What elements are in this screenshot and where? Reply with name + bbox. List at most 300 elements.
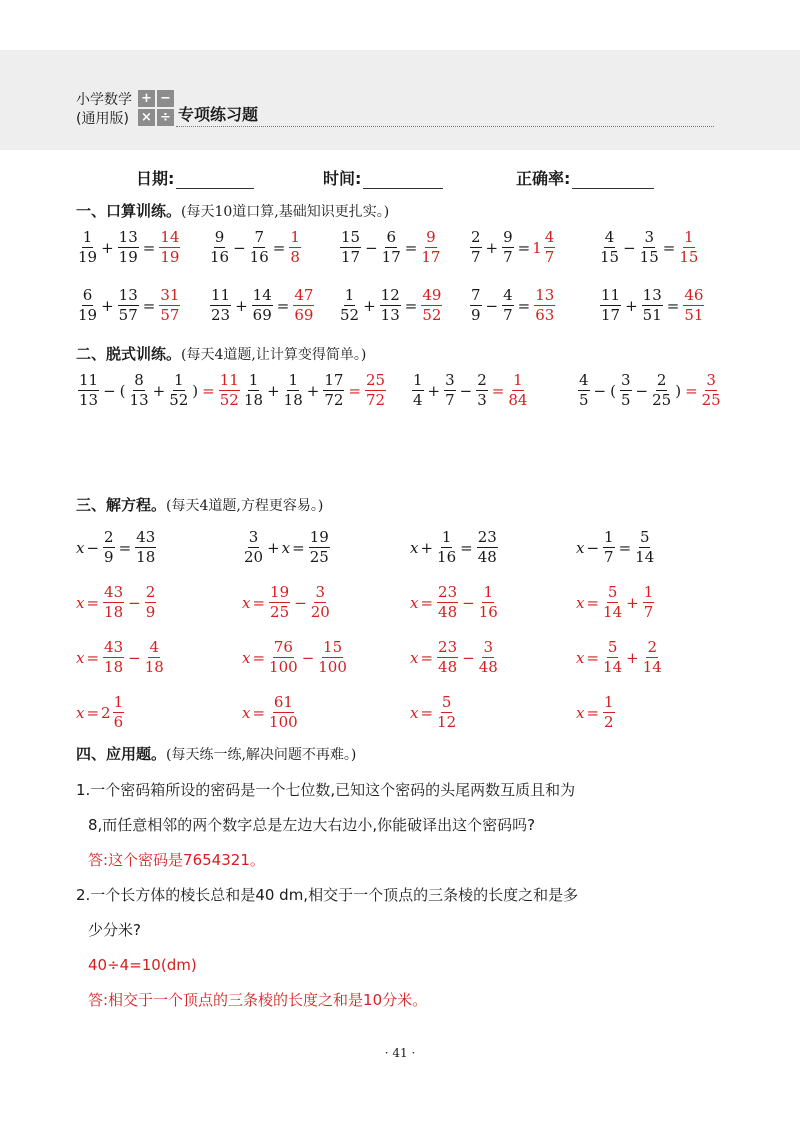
equation	[576, 530, 656, 565]
denominator: 84	[508, 391, 528, 409]
operator: −	[459, 381, 473, 400]
denominator: 63	[535, 306, 555, 324]
operator: +	[626, 593, 639, 612]
numerator: 43	[136, 528, 156, 546]
section-4-heading	[76, 743, 356, 764]
section-title: 二、脱式训练。	[76, 345, 182, 363]
fraction	[437, 640, 458, 675]
fraction	[502, 230, 514, 265]
fraction	[103, 585, 124, 620]
question-2-answer: 答:相交于一个顶点的三条棱的长度之和是10分米。	[88, 991, 428, 1009]
numerator: 3	[445, 371, 455, 389]
fraction	[600, 288, 621, 323]
variable: x	[76, 593, 85, 612]
operator: −	[586, 538, 600, 557]
numerator: 1	[290, 228, 300, 246]
operator: +	[420, 538, 434, 557]
denominator: 7	[503, 248, 513, 266]
numerator: 1	[173, 371, 184, 389]
equals-sign: =	[586, 703, 600, 722]
equals-sign: =	[491, 381, 505, 400]
question-2-work: 40÷4=10(dm)	[88, 956, 197, 974]
numerator: 1	[604, 528, 614, 546]
fraction	[437, 695, 456, 730]
numerator: 25	[366, 371, 386, 389]
numerator: 15	[323, 638, 343, 656]
variable: x	[242, 703, 251, 722]
equals-sign: =	[202, 381, 215, 400]
step-problem	[410, 373, 529, 408]
denominator: 7	[445, 391, 455, 409]
fraction	[135, 530, 156, 565]
fraction	[210, 230, 229, 265]
denominator: 7	[503, 306, 513, 324]
denominator: 100	[269, 658, 298, 676]
numerator: 46	[684, 286, 704, 304]
equals-sign: =	[252, 703, 266, 722]
solution-answer	[410, 695, 458, 730]
equals-sign: =	[86, 648, 100, 667]
operator: −	[128, 593, 141, 612]
numerator: 61	[273, 693, 293, 711]
denominator: 18	[104, 658, 124, 676]
denominator: 4	[413, 391, 423, 409]
divide-icon: ÷	[157, 109, 174, 126]
equals-sign: =	[252, 648, 266, 667]
fraction	[103, 640, 124, 675]
step-problem	[76, 373, 242, 408]
numerator: 4	[604, 228, 615, 246]
denominator: 17	[381, 248, 401, 266]
denominator: 51	[642, 306, 662, 324]
question-1-line-1: 1.一个密码箱所设的密码是一个七位数,已知这个密码的头尾两数互质且和为	[76, 781, 576, 799]
denominator: 13	[79, 391, 99, 409]
denominator: 13	[129, 391, 149, 409]
denominator: 6	[113, 713, 124, 731]
numerator: 8	[134, 371, 144, 389]
variable: x	[281, 538, 291, 557]
fraction	[679, 230, 698, 265]
fraction	[502, 288, 514, 323]
operator: −	[294, 593, 307, 612]
operator: −	[593, 381, 607, 400]
oral-problem	[208, 230, 303, 265]
denominator: 5	[620, 391, 631, 409]
fraction	[643, 585, 655, 620]
equals-sign: =	[420, 593, 434, 612]
denominator: 16	[478, 603, 498, 621]
denominator: 19	[160, 248, 180, 266]
question-2-line-1: 2.一个长方体的棱长总和是40 dm,相交于一个顶点的三条棱的长度之和是多	[76, 886, 579, 904]
section-note: (每天4道题,让计算变得简单。)	[181, 347, 367, 363]
operator: −	[462, 593, 475, 612]
denominator: 17	[601, 306, 621, 324]
operator: (	[119, 381, 126, 400]
equals-sign: =	[666, 296, 680, 315]
equation	[242, 530, 332, 565]
numerator: 4	[149, 638, 160, 656]
denominator: 18	[144, 658, 164, 676]
series-line-1: 小学数学	[76, 92, 132, 108]
numerator: 7	[471, 286, 481, 304]
numerator: 4	[503, 286, 513, 304]
numerator: 14	[160, 228, 180, 246]
solution-step	[76, 640, 166, 675]
numerator: 23	[477, 528, 497, 546]
numerator: 13	[535, 286, 555, 304]
equals-sign: =	[142, 296, 156, 315]
numerator: 13	[642, 286, 662, 304]
numerator: 3	[620, 371, 631, 389]
date-field	[136, 166, 254, 189]
denominator: 100	[269, 713, 298, 731]
time-field	[323, 166, 443, 189]
denominator: 20	[310, 603, 330, 621]
equals-sign: =	[252, 593, 266, 612]
fraction	[642, 288, 663, 323]
fraction	[293, 288, 314, 323]
operator: =	[460, 538, 473, 557]
equals-sign: =	[86, 593, 100, 612]
denominator: 69	[294, 306, 314, 324]
denominator: 100	[318, 658, 347, 676]
denominator: 15	[639, 248, 659, 266]
denominator: 69	[252, 306, 272, 324]
variable: x	[410, 593, 419, 612]
fraction	[113, 695, 125, 730]
equals-sign: =	[142, 238, 156, 257]
equals-sign: =	[348, 381, 362, 400]
fraction	[118, 230, 139, 265]
equation	[410, 530, 500, 565]
time-blank[interactable]	[363, 170, 443, 189]
denominator: 7	[471, 248, 481, 266]
section-note: (每天4道题,方程更容易。)	[166, 498, 324, 514]
operator: +	[101, 238, 114, 257]
denominator: 72	[366, 391, 386, 409]
equals-sign: =	[586, 593, 600, 612]
fraction	[603, 530, 615, 565]
date-blank[interactable]	[176, 170, 254, 189]
operator: +	[152, 381, 166, 400]
fraction	[635, 530, 654, 565]
solution-step	[410, 640, 500, 675]
fraction	[437, 585, 458, 620]
denominator: 19	[118, 248, 138, 266]
variable: x	[576, 648, 585, 667]
equals-sign: =	[662, 238, 676, 257]
fraction	[365, 373, 386, 408]
operator: −	[301, 648, 315, 667]
numerator: 1	[684, 228, 694, 246]
equation	[76, 530, 158, 565]
fraction	[702, 373, 721, 408]
series-title	[76, 91, 132, 129]
operator: −	[623, 238, 636, 257]
numerator: 23	[438, 638, 458, 656]
operator: +	[625, 296, 638, 315]
question-1-line-2: 8,而任意相邻的两个数字总是左边大右边小,你能破译出这个密码吗?	[88, 816, 536, 834]
fraction	[340, 288, 359, 323]
operator: −	[462, 648, 475, 667]
answer-whole: 1	[532, 238, 542, 257]
section-note: (每天练一练,解决问题不再难。)	[166, 747, 357, 763]
fraction	[250, 230, 269, 265]
section-title: 三、解方程。	[76, 496, 167, 514]
fraction	[421, 288, 442, 323]
oral-problem	[208, 288, 316, 323]
numerator: 19	[270, 583, 290, 601]
numerator: 19	[309, 528, 329, 546]
numerator: 3	[706, 371, 716, 389]
operator: =	[618, 538, 632, 557]
denominator: 18	[104, 603, 124, 621]
fraction	[159, 230, 180, 265]
denominator: 7	[643, 603, 654, 621]
fraction	[309, 530, 330, 565]
numerator: 11	[219, 371, 239, 389]
denominator: 5	[579, 391, 589, 409]
fraction	[477, 530, 498, 565]
fraction	[311, 585, 330, 620]
operator: −	[86, 538, 100, 557]
numerator: 49	[422, 286, 442, 304]
variable: x	[76, 703, 85, 722]
denominator: 20	[244, 548, 264, 566]
numerator: 2	[477, 371, 487, 389]
equals-sign: =	[272, 238, 286, 257]
numerator: 1	[643, 583, 654, 601]
denominator: 57	[118, 306, 138, 324]
numerator: 1	[288, 371, 298, 389]
numerator: 1	[82, 228, 93, 246]
variable: x	[76, 538, 85, 557]
numerator: 1	[413, 371, 423, 389]
numerator: 17	[324, 371, 344, 389]
fraction	[382, 230, 401, 265]
numerator: 3	[644, 228, 654, 246]
denominator: 8	[290, 248, 300, 266]
numerator: 7	[254, 228, 264, 246]
denominator: 12	[437, 713, 457, 731]
solution-answer	[576, 695, 617, 730]
solution-step	[576, 640, 664, 675]
variable: x	[410, 538, 419, 557]
solution-step	[576, 585, 656, 620]
operator: −	[485, 296, 499, 315]
oral-problem	[338, 230, 442, 265]
operator: +	[306, 381, 320, 400]
operator: −	[103, 381, 116, 400]
page-number: · 41 ·	[384, 1046, 416, 1060]
operator: +	[626, 648, 639, 667]
denominator: 48	[438, 603, 458, 621]
variable: x	[242, 593, 251, 612]
numerator: 5	[441, 693, 452, 711]
equals-sign: =	[404, 296, 418, 315]
oral-problem	[76, 230, 182, 265]
numerator: 9	[214, 228, 225, 246]
fraction	[244, 530, 263, 565]
fraction	[652, 373, 671, 408]
denominator: 25	[309, 548, 329, 566]
fraction	[269, 695, 298, 730]
denominator: 51	[684, 306, 704, 324]
numerator: 15	[341, 228, 361, 246]
denominator: 9	[145, 603, 156, 621]
fraction	[578, 373, 590, 408]
denominator: 16	[210, 248, 230, 266]
fraction	[620, 373, 632, 408]
numerator: 5	[607, 583, 618, 601]
fraction	[118, 288, 139, 323]
fraction	[444, 373, 456, 408]
denominator: 17	[421, 248, 441, 266]
topic-title: 专项练习题	[178, 105, 259, 124]
numerator: 2	[656, 371, 667, 389]
numerator: 43	[104, 583, 124, 601]
denominator: 18	[283, 391, 303, 409]
fraction	[508, 373, 527, 408]
fraction	[103, 530, 115, 565]
time-label: 时间:	[323, 169, 362, 188]
numerator: 1	[441, 528, 452, 546]
numerator: 4	[579, 371, 589, 389]
numerator: 2	[471, 228, 481, 246]
operator: +	[235, 296, 248, 315]
denominator: 52	[169, 391, 189, 409]
numerator: 3	[248, 528, 259, 546]
section-3-heading	[76, 494, 323, 515]
denominator: 14	[603, 658, 623, 676]
numerator: 13	[118, 286, 138, 304]
operator: −	[365, 238, 378, 257]
denominator: 18	[244, 391, 264, 409]
numerator: 76	[273, 638, 293, 656]
operator: +	[101, 296, 114, 315]
variable: x	[576, 703, 585, 722]
fraction	[421, 230, 440, 265]
numerator: 1	[248, 371, 259, 389]
fraction	[219, 373, 240, 408]
oral-problem	[598, 288, 706, 323]
fraction	[544, 230, 556, 265]
section-title: 四、应用题。	[76, 745, 167, 763]
denominator: 19	[78, 248, 98, 266]
oral-problem	[76, 288, 182, 323]
section-note: (每天10道口算,基础知识更扎实。)	[181, 204, 390, 220]
fraction	[318, 640, 347, 675]
fraction	[603, 695, 615, 730]
oral-problem	[468, 288, 557, 323]
accuracy-blank[interactable]	[572, 170, 654, 189]
top-margin	[0, 0, 800, 50]
fraction	[470, 230, 482, 265]
solution-step	[410, 585, 500, 620]
denominator: 25	[270, 603, 290, 621]
variable: x	[576, 593, 585, 612]
denominator: 48	[478, 658, 498, 676]
operator: +	[427, 381, 441, 400]
denominator: 2	[604, 713, 614, 731]
accuracy-field	[516, 166, 654, 189]
numerator: 12	[380, 286, 400, 304]
numerator: 2	[104, 528, 114, 546]
plus-icon: +	[138, 90, 155, 107]
fraction	[130, 373, 149, 408]
fraction	[169, 373, 188, 408]
denominator: 13	[380, 306, 400, 324]
numerator: 5	[607, 638, 618, 656]
accuracy-label: 正确率:	[516, 169, 571, 188]
variable: x	[242, 648, 251, 667]
operator: )	[675, 381, 682, 400]
numerator: 6	[386, 228, 396, 246]
operator: +	[267, 538, 280, 557]
denominator: 3	[477, 391, 487, 409]
solution-answer	[242, 695, 300, 730]
fraction	[603, 640, 622, 675]
header-divider	[176, 126, 714, 127]
fraction	[476, 373, 488, 408]
fraction	[479, 640, 498, 675]
numerator: 1	[513, 371, 523, 389]
question-1-answer: 答:这个密码是7654321。	[88, 851, 265, 869]
denominator: 48	[438, 658, 458, 676]
step-problem	[576, 373, 723, 408]
numerator: 3	[315, 583, 326, 601]
fraction	[145, 640, 164, 675]
fraction	[78, 230, 97, 265]
date-label: 日期:	[136, 169, 175, 188]
operator: +	[485, 238, 499, 257]
equals-sign: =	[276, 296, 290, 315]
denominator: 15	[600, 248, 620, 266]
step-problem	[242, 373, 388, 408]
numerator: 2	[647, 638, 658, 656]
solution-step	[242, 640, 349, 675]
oral-problem	[338, 288, 444, 323]
fraction	[479, 585, 498, 620]
numerator: 1	[344, 286, 355, 304]
solution-step	[242, 585, 332, 620]
numerator: 11	[601, 286, 621, 304]
denominator: 15	[679, 248, 699, 266]
numerator: 9	[426, 228, 436, 246]
fraction	[284, 373, 303, 408]
equals-sign: =	[420, 648, 434, 667]
variable: x	[76, 648, 85, 667]
denominator: 48	[477, 548, 497, 566]
variable: x	[576, 538, 585, 557]
numerator: 13	[118, 228, 138, 246]
numerator: 1	[113, 693, 124, 711]
denominator: 52	[422, 306, 442, 324]
numerator: 23	[438, 583, 458, 601]
denominator: 17	[341, 248, 361, 266]
arithmetic-operators-icon	[138, 90, 174, 126]
numerator: 2	[145, 583, 156, 601]
operator: −	[233, 238, 246, 257]
fraction	[323, 373, 344, 408]
denominator: 23	[211, 306, 231, 324]
fraction	[380, 288, 401, 323]
denominator: 18	[136, 548, 156, 566]
fraction	[244, 373, 263, 408]
denominator: 7	[544, 248, 555, 266]
numerator: 1	[604, 693, 614, 711]
denominator: 9	[471, 306, 481, 324]
